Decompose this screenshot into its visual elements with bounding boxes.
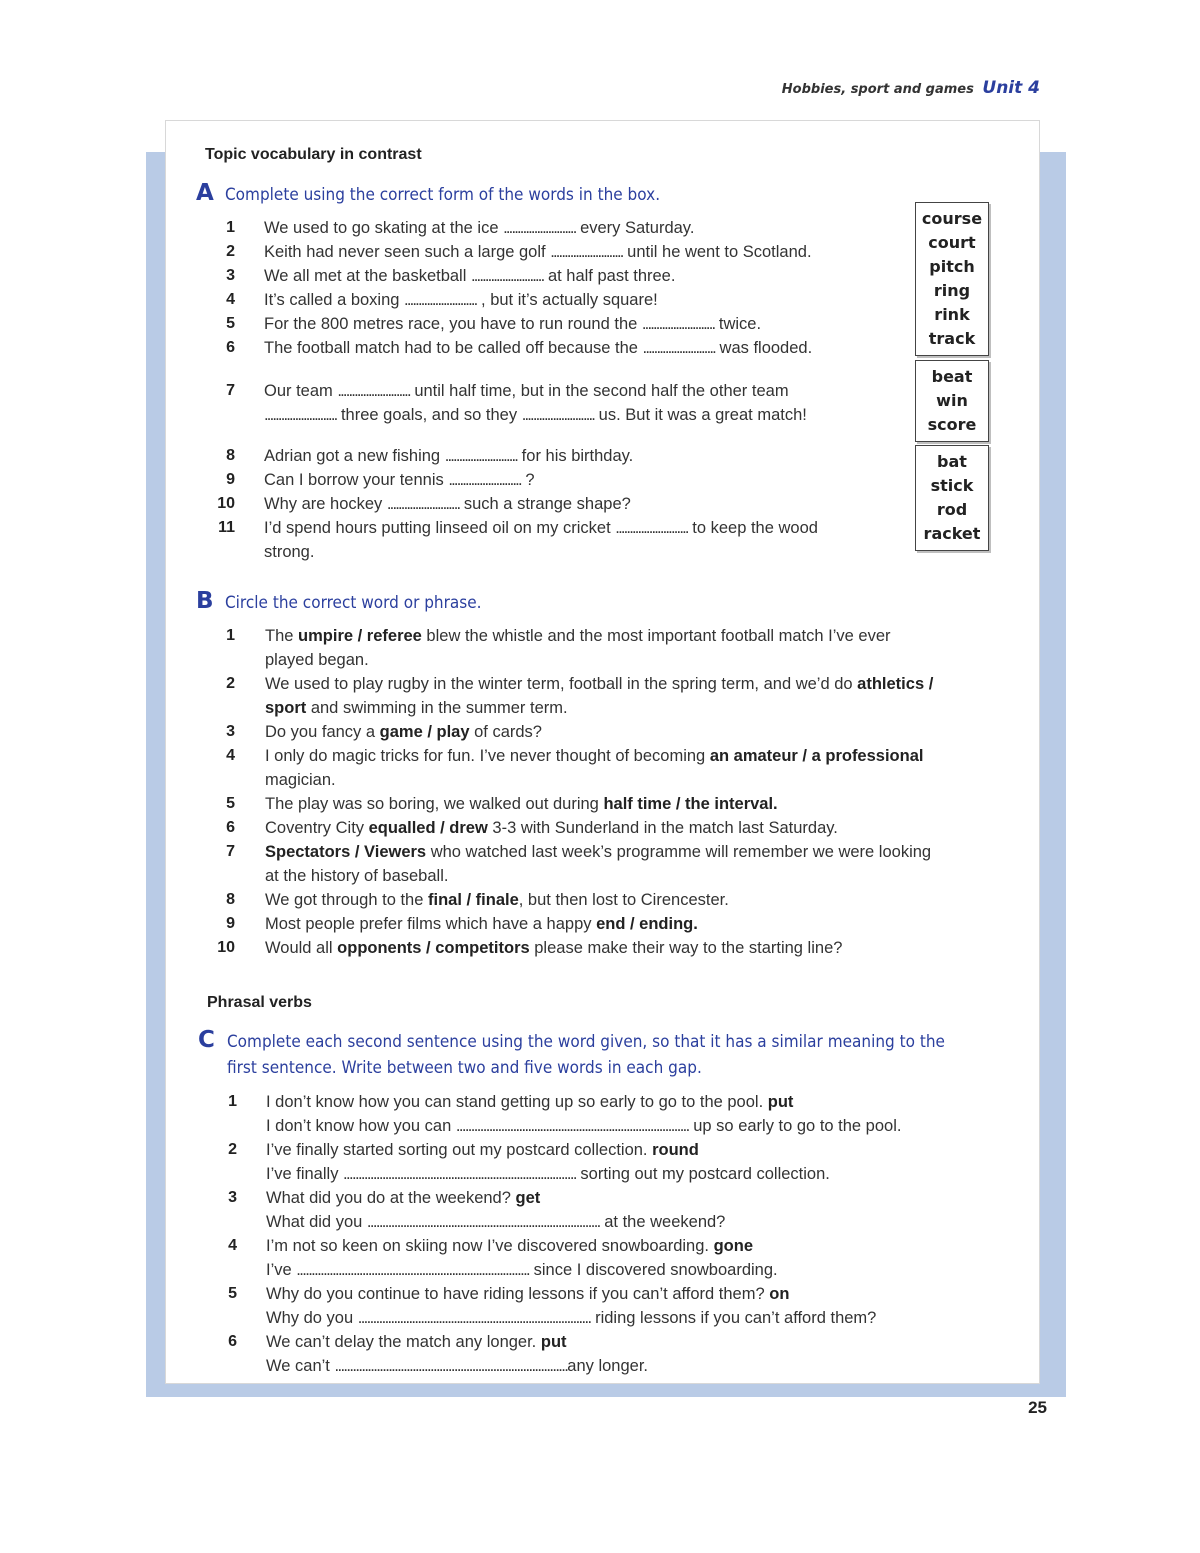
text-segment: magician. [265, 771, 336, 789]
answer-gap: .............................................................................. [334, 1357, 568, 1375]
answer-gap: .......................... [337, 382, 410, 400]
text-segment: We all met at the basketball [264, 267, 471, 285]
first-sentence [266, 1282, 789, 1306]
text-segment: Would all [265, 939, 338, 957]
text-segment: We used to go skating at the ice [264, 219, 504, 237]
text-segment: of cards? [469, 723, 542, 741]
answer-gap: .......................... [615, 519, 688, 537]
text-segment: to keep the wood [687, 519, 818, 537]
question-text [265, 840, 931, 864]
text-segment: for his birthday. [517, 447, 634, 465]
question-number: 1 [228, 1093, 237, 1110]
text-segment: I’ve finally [266, 1165, 344, 1183]
box-word: win [936, 391, 968, 410]
key-word: put [767, 1093, 794, 1111]
question-text [264, 403, 807, 427]
text-segment: up so early to go to the pool. [688, 1117, 902, 1135]
question-text [264, 264, 675, 288]
answer-gap: .......................... [641, 315, 715, 333]
second-sentence [266, 1162, 830, 1186]
answer-gap: .......................... [264, 406, 337, 424]
answer-gap: .............................................................................. [296, 1261, 530, 1279]
question-text [264, 379, 789, 403]
answer-gap: .......................... [642, 339, 715, 357]
text-segment: I don’t know how you can [266, 1117, 456, 1135]
text-segment: We can’t [266, 1357, 335, 1375]
question-number: 10 [217, 939, 235, 956]
text-segment: Why do you [266, 1309, 358, 1327]
question-number: 7 [226, 382, 235, 399]
choice-options: final / finale [427, 891, 519, 909]
question-text [264, 516, 818, 540]
choice-options: umpire / referee [298, 627, 422, 645]
answer-gap: .......................... [448, 471, 521, 489]
box-word: court [928, 233, 976, 252]
question-number: 5 [226, 795, 235, 812]
first-sentence [266, 1234, 753, 1258]
section-heading-phrasal-verbs: Phrasal verbs [207, 994, 312, 1011]
section-a-letter: A [196, 180, 214, 206]
question-number: 8 [226, 891, 235, 908]
first-sentence [266, 1330, 567, 1354]
question-text [265, 744, 923, 768]
box-word: racket [923, 524, 981, 543]
question-text [265, 816, 838, 840]
text-segment: Do you fancy a [265, 723, 380, 741]
question-text [264, 240, 812, 264]
text-segment: Coventry City [265, 819, 369, 837]
box-word: rod [936, 500, 968, 519]
text-segment: was flooded. [714, 339, 813, 357]
text-segment: at the history of baseball. [265, 867, 449, 885]
second-sentence [266, 1114, 901, 1138]
question-number: 3 [226, 267, 235, 284]
question-text [264, 216, 694, 240]
text-segment: at half past three. [543, 267, 676, 285]
choice-options: game / play [379, 723, 470, 741]
answer-gap: .......................... [444, 447, 518, 465]
question-number: 4 [226, 747, 235, 764]
key-word: gone [713, 1237, 754, 1255]
question-text [265, 888, 729, 912]
first-sentence [266, 1186, 540, 1210]
answer-gap: .............................................................................. [366, 1213, 600, 1231]
word-box-verbs [915, 360, 989, 442]
box-word: score [927, 415, 977, 434]
key-word: round [652, 1141, 699, 1159]
text-segment: We got through to the [265, 891, 428, 909]
text-segment: ? [520, 471, 535, 489]
text-segment: Can I borrow your tennis [264, 471, 449, 489]
text-segment: , but then lost to Cirencester. [518, 891, 729, 909]
text-segment: Most people prefer films which have a happy [265, 915, 597, 933]
answer-gap: .............................................................................. [357, 1309, 591, 1327]
text-segment: who watched last week’s programme will remember we were looking [426, 843, 932, 861]
text-segment: I’d spend hours putting linseed oil on my cricket [264, 519, 616, 537]
text-segment: I’ve [266, 1261, 297, 1279]
section-heading-topic-vocabulary: Topic vocabulary in contrast [205, 146, 422, 163]
question-text [265, 936, 842, 960]
question-number: 1 [226, 219, 235, 236]
question-number: 11 [218, 519, 235, 536]
text-segment: since I discovered snowboarding. [529, 1261, 778, 1279]
section-c-instruction-line-1: Complete each second sentence using the word given, so that it has a similar meaning to the [227, 1032, 945, 1052]
question-number: 9 [226, 915, 235, 932]
question-text [264, 492, 631, 516]
question-number: 6 [226, 819, 235, 836]
section-b-instruction: Circle the correct word or phrase. [225, 593, 482, 613]
text-segment: , but it’s actually square! [476, 291, 658, 309]
section-c-letter: C [198, 1027, 215, 1053]
question-number: 5 [226, 315, 235, 332]
answer-gap: .......................... [550, 243, 623, 261]
second-sentence [266, 1354, 648, 1378]
answer-gap: .............................................................................. [343, 1165, 576, 1183]
text-segment: I’m not so keen on skiing now I’ve discovered snowboarding. [266, 1237, 714, 1255]
question-number: 2 [226, 675, 235, 692]
text-segment: until he went to Scotland. [622, 243, 812, 261]
question-number: 1 [226, 627, 235, 644]
text-segment: any longer. [567, 1357, 648, 1375]
text-segment: We used to play rugby in the winter term, football in the spring term, and we’d do [265, 675, 858, 693]
choice-options: Spectators / Viewers [265, 843, 427, 861]
box-word: stick [930, 476, 974, 495]
question-number: 2 [228, 1141, 237, 1158]
choice-options: end / ending. [596, 915, 698, 933]
text-segment: What did you do at the weekend? [266, 1189, 516, 1207]
page-number: 25 [1028, 1398, 1047, 1417]
text-segment: sorting out my postcard collection. [575, 1165, 830, 1183]
header-unit: Unit 4 [982, 78, 1040, 98]
second-sentence [266, 1210, 725, 1234]
question-text [265, 864, 448, 888]
question-text [264, 540, 314, 564]
box-word: beat [931, 367, 973, 386]
answer-gap: .......................... [503, 219, 576, 237]
text-segment: 3-3 with Sunderland in the match last Saturday. [487, 819, 838, 837]
key-word: get [515, 1189, 541, 1207]
question-number: 7 [226, 843, 235, 860]
text-segment: Keith had never seen such a large golf [264, 243, 551, 261]
second-sentence [266, 1306, 876, 1330]
word-box-places [915, 202, 989, 356]
text-segment: What did you [266, 1213, 367, 1231]
box-word: track [928, 329, 976, 348]
question-text [265, 696, 568, 720]
box-word: bat [937, 452, 967, 471]
running-header [782, 78, 1040, 98]
answer-gap: .......................... [470, 267, 544, 285]
question-number: 4 [228, 1237, 237, 1254]
text-segment: The play was so boring, we walked out during [265, 795, 604, 813]
question-number: 4 [226, 291, 235, 308]
text-segment: every Saturday. [575, 219, 695, 237]
question-text [265, 624, 891, 648]
choice-options: an amateur / a professional [709, 747, 924, 765]
section-b-letter: B [196, 588, 214, 614]
question-number: 10 [217, 495, 235, 512]
text-segment: three goals, and so they [336, 406, 522, 424]
text-segment: Our team [264, 382, 338, 400]
text-segment: such a strange shape? [459, 495, 631, 513]
box-word: course [921, 209, 983, 228]
text-segment: us. But it was a great match! [594, 406, 807, 424]
choice-options: athletics / [857, 675, 934, 693]
answer-gap: .......................... [386, 495, 460, 513]
question-text [265, 912, 698, 936]
answer-gap: .......................... [404, 291, 477, 309]
question-number: 8 [226, 447, 235, 464]
box-word: pitch [929, 257, 975, 276]
question-number: 6 [226, 339, 235, 356]
section-a-instruction: Complete using the correct form of the words in the box. [225, 185, 661, 205]
text-segment: The [265, 627, 299, 645]
question-number: 3 [226, 723, 235, 740]
question-number: 6 [228, 1333, 237, 1350]
answer-gap: .............................................................................. [455, 1117, 689, 1135]
text-segment: twice. [714, 315, 762, 333]
text-segment: I only do magic tricks for fun. I’ve never thought of becoming [265, 747, 710, 765]
question-text [264, 288, 658, 312]
question-text [265, 720, 542, 744]
choice-options: sport [265, 699, 307, 717]
question-text [265, 672, 933, 696]
text-segment: The football match had to be called off because the [264, 339, 643, 357]
text-segment: at the weekend? [599, 1213, 726, 1231]
choice-options: equalled / drew [368, 819, 488, 837]
question-text [264, 336, 812, 360]
box-word: ring [933, 281, 971, 300]
question-text [264, 468, 535, 492]
text-segment: I don’t know how you can stand getting up so early to go to the pool. [266, 1093, 768, 1111]
text-segment: played began. [265, 651, 369, 669]
question-number: 2 [226, 243, 235, 260]
text-segment: Why are hockey [264, 495, 387, 513]
choice-options: half time / the interval. [603, 795, 778, 813]
text-segment: until half time, but in the second half the other team [409, 382, 789, 400]
first-sentence [266, 1090, 793, 1114]
text-segment: blew the whistle and the most important football match I’ve ever [421, 627, 891, 645]
answer-gap: .......................... [521, 406, 595, 424]
word-box-equipment [915, 445, 989, 551]
text-segment: I’ve finally started sorting out my postcard collection. [266, 1141, 653, 1159]
second-sentence [266, 1258, 778, 1282]
question-text [264, 444, 633, 468]
section-c-instruction-line-2: first sentence. Write between two and five words in each gap. [227, 1058, 702, 1078]
key-word: on [769, 1285, 790, 1303]
text-segment: Why do you continue to have riding lessons if you can’t afford them? [266, 1285, 770, 1303]
question-text [265, 768, 336, 792]
text-segment: For the 800 metres race, you have to run round the [264, 315, 642, 333]
question-text [264, 312, 761, 336]
text-segment: We can’t delay the match any longer. [266, 1333, 541, 1351]
box-word: rink [934, 305, 970, 324]
text-segment: please make their way to the starting line? [529, 939, 843, 957]
choice-options: opponents / competitors [337, 939, 530, 957]
question-number: 3 [228, 1189, 237, 1206]
header-title: Hobbies, sport and games [781, 82, 974, 97]
text-segment: riding lessons if you can’t afford them? [590, 1309, 877, 1327]
first-sentence [266, 1138, 699, 1162]
question-number: 9 [226, 471, 235, 488]
question-number: 5 [228, 1285, 237, 1302]
key-word: put [540, 1333, 567, 1351]
text-segment: Adrian got a new fishing [264, 447, 445, 465]
text-segment: It’s called a boxing [264, 291, 405, 309]
text-segment: strong. [264, 543, 315, 561]
text-segment: and swimming in the summer term. [306, 699, 568, 717]
question-text [265, 792, 778, 816]
question-text [265, 648, 369, 672]
